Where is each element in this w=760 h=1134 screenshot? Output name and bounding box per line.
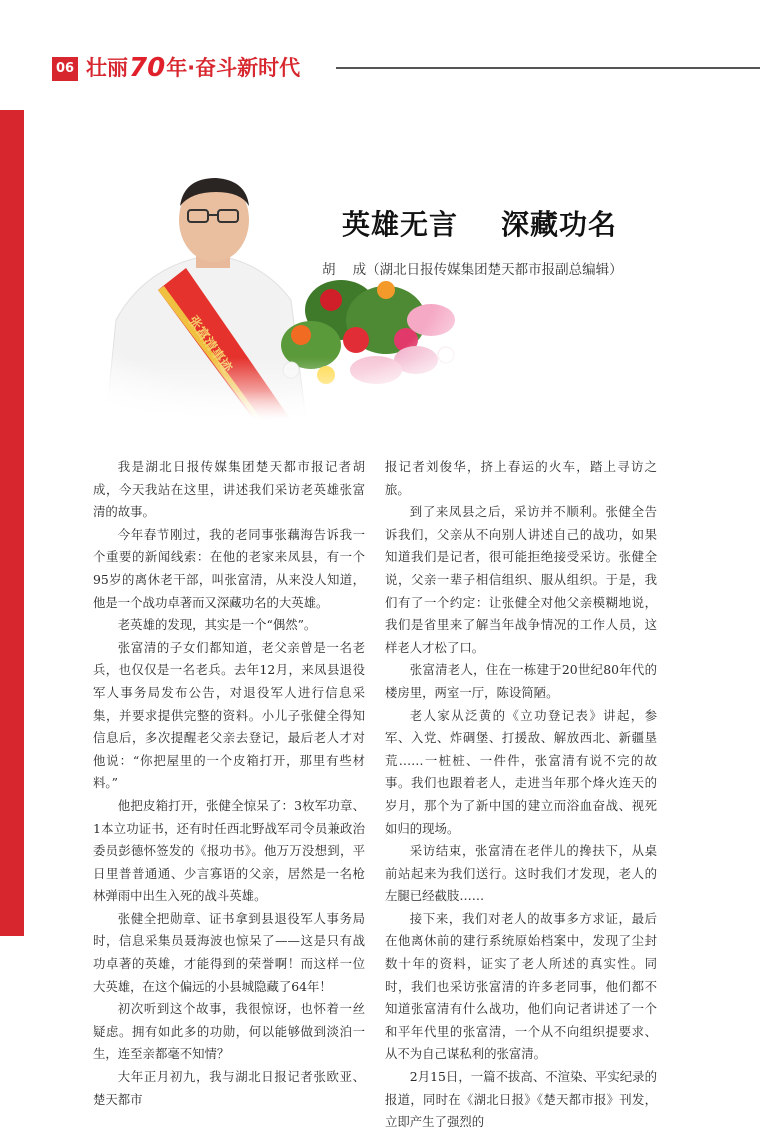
article-body-right-column	[385, 456, 657, 1134]
article-headline: 英雄无言 深藏功名	[342, 208, 617, 241]
paragraph: 到了来凤县之后，采访并不顺利。张健全告诉我们，父亲从不向别人讲述自己的战功，如果知道我们是记者，很可能拒绝接受采访。张健全说，父亲一辈子相信组织、服从组织。于是，我们有了一个约定：让张健全对他父亲模糊地说，我们是省里来了解当年战争情况的工作人员，这样老人才松了口。	[385, 504, 657, 655]
article-body-left-column	[93, 456, 365, 1111]
section-title-suffix: 年·奋斗新时代	[166, 56, 301, 80]
article-byline: 胡 成（湖北日报传媒集团楚天都市报副总编辑）	[322, 262, 623, 278]
paragraph: 大年正月初九，我与湖北日报记者张欧亚、楚天都市	[93, 1069, 365, 1107]
paragraph: 我是湖北日报传媒集团楚天都市报记者胡成，今天我站在这里，讲述我们采访老英雄张富清的故事。	[93, 459, 365, 520]
side-color-bar	[0, 110, 24, 936]
paragraph: 初次听到这个故事，我很惊讶，也怀着一丝疑虑。拥有如此多的功勋，何以能够做到淡泊一生，连至亲都毫不知情？	[93, 1001, 365, 1062]
paragraph: 老人家从泛黄的《立功登记表》讲起，参军、入党、炸碉堡、打援敌、解放西北、新疆垦荒……一桩桩、一件件，张富清有说不完的故事。我们也跟着老人，走进当年那个烽火连天的岁月，那个为了新中国的建立而浴血奋战、视死如归的现场。	[385, 707, 657, 836]
paragraph: 老英雄的发现，其实是一个“偶然”。	[117, 617, 317, 633]
seventy-anniversary-logo: 70	[129, 53, 166, 83]
paragraph: 今年春节刚过，我的老同事张藕海告诉我一个重要的新闻线索：在他的老家来凤县，有一个95岁的离休老干部，叫张富清，从来没人知道，他是一个战功卓著而又深藏功名的大英雄。	[93, 526, 365, 610]
section-title-prefix: 壮丽	[86, 56, 128, 80]
paragraph: 2月15日，一篇不拔高、不渲染、平实纪录的报道，同时在《湖北日报》《楚天都市报》刊发，立即产生了强烈的	[385, 1069, 657, 1130]
paragraph: 他把皮箱打开，张健全惊呆了：3枚军功章、1本立功证书，还有时任西北野战军司令员兼政治委员彭德怀签发的《报功书》。他万万没想到，平日里普普通通、少言寡语的父亲，居然是一名枪林弹雨中出生入死的战斗英雄。	[93, 797, 365, 904]
header-divider	[336, 67, 760, 69]
section-title	[86, 52, 300, 84]
paragraph: 接下来，我们对老人的故事多方求证，最后在他离休前的建行系统原始档案中，发现了尘封数十年的资料，证实了老人所述的真实性。同时，我们也采访张富清的许多老同事，他们都不知道张富清有什么战功，他们向记者讲述了一个和平年代里的张富清，一个从不向组织提要求、从不为自己谋私利的张富清。	[385, 910, 657, 1062]
paragraph: 张健全把勋章、证书拿到县退役军人事务局时，信息采集员聂海波也惊呆了——这是只有战功卓著的英雄，才能得到的荣誉啊！而这样一位大英雄，在这个偏远的小县城隐藏了64年！	[93, 910, 365, 994]
paragraph: 张富清老人，住在一栋建于20世纪80年代的楼房里，两室一厅，陈设简陋。	[385, 662, 657, 700]
paragraph-continuation: 报记者刘俊华，挤上春运的火车，踏上寻访之旅。	[385, 459, 657, 497]
paragraph: 张富清的子女们都知道，老父亲曾是一名老兵，也仅仅是一名老兵。去年12月，来凤县退役军人事务局发布公告，对退役军人进行信息采集，并要求提供完整的资料。小儿子张健全得知信息后，多次提醒老父亲去登记，最后老人才对他说：“你把屋里的一个皮箱打开，那里有些材料。”	[93, 639, 365, 791]
paragraph: 采访结束，张富清在老伴儿的搀扶下，从桌前站起来为我们送行。这时我们才发现，老人的左腿已经截肢……	[385, 843, 657, 904]
page-number-badge: 06	[52, 57, 78, 81]
